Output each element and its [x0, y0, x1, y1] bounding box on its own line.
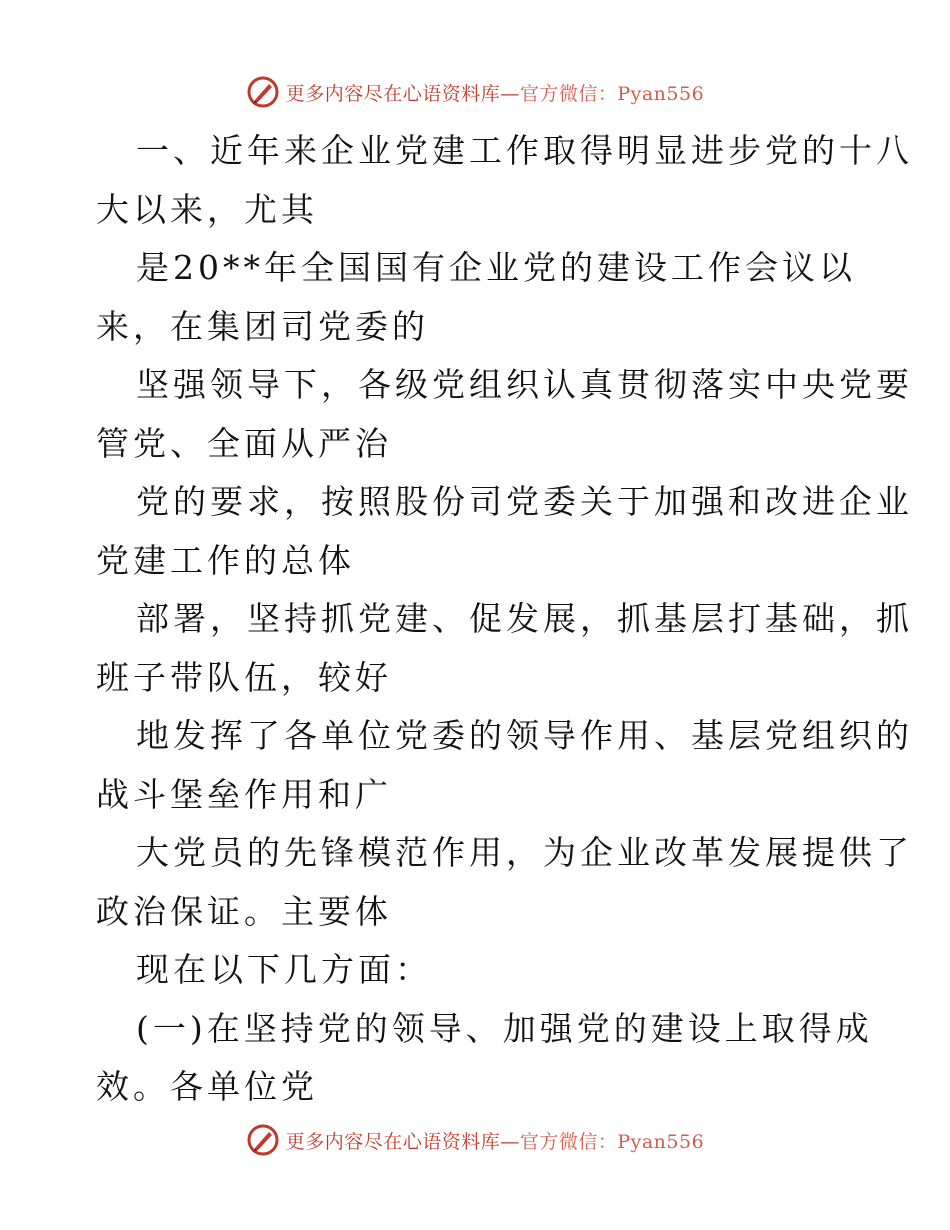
body-line: 地发挥了各单位党委的领导作用、基层党组织的 — [136, 716, 913, 755]
watermark-text — [286, 79, 704, 106]
document-body — [96, 122, 913, 1117]
body-line: 效。各单位党 — [96, 1067, 318, 1106]
watermark-site-text: 更多内容尽在心语资料库 — [285, 82, 501, 105]
body-line: 坚强领导下，各级党组织认真贯彻落实中央党要 — [136, 365, 913, 404]
body-line: 来，在集团司党委的 — [96, 306, 429, 346]
body-line: (一)在坚持党的领导、加强党的建设上取得成 — [136, 1008, 873, 1048]
body-line: 班子带队伍，较好 — [96, 657, 392, 697]
watermark-wechat-id: Pyan556 — [617, 82, 705, 105]
watermark-separator: — — [500, 1130, 520, 1153]
body-line: 党的要求，按照股份司党委关于加强和改进企业 — [136, 482, 913, 521]
body-line: 部署，坚持抓党建、促发展，抓基层打基础，抓 — [136, 599, 913, 638]
watermark-separator: — — [500, 82, 520, 105]
pen-logo-icon — [246, 1123, 280, 1157]
watermark-wechat-label: 官方微信： — [519, 1130, 618, 1153]
body-line: 战斗堡垒作用和广 — [96, 774, 392, 814]
body-line: 党建工作的总体 — [96, 540, 355, 580]
body-line: 大党员的先锋模范作用，为企业改革发展提供了 — [136, 833, 913, 872]
watermark-wechat-id: Pyan556 — [617, 1130, 705, 1153]
header-watermark — [0, 72, 950, 112]
body-line: 大以来，尤其 — [96, 189, 318, 229]
body-line: 一、近年来企业党建工作取得明显进步党的十八 — [136, 131, 913, 170]
pen-logo-icon — [246, 75, 280, 109]
watermark-wechat-label: 官方微信： — [519, 82, 618, 105]
footer-watermark — [0, 1120, 950, 1160]
body-line: 是20**年全国国有企业党的建设工作会议以 — [136, 248, 856, 287]
body-line: 政治保证。主要体 — [96, 891, 392, 931]
watermark-text — [286, 1127, 704, 1154]
body-line: 现在以下几方面： — [136, 950, 432, 989]
body-line: 管党、全面从严治 — [96, 423, 392, 463]
watermark-site-text: 更多内容尽在心语资料库 — [285, 1130, 501, 1153]
